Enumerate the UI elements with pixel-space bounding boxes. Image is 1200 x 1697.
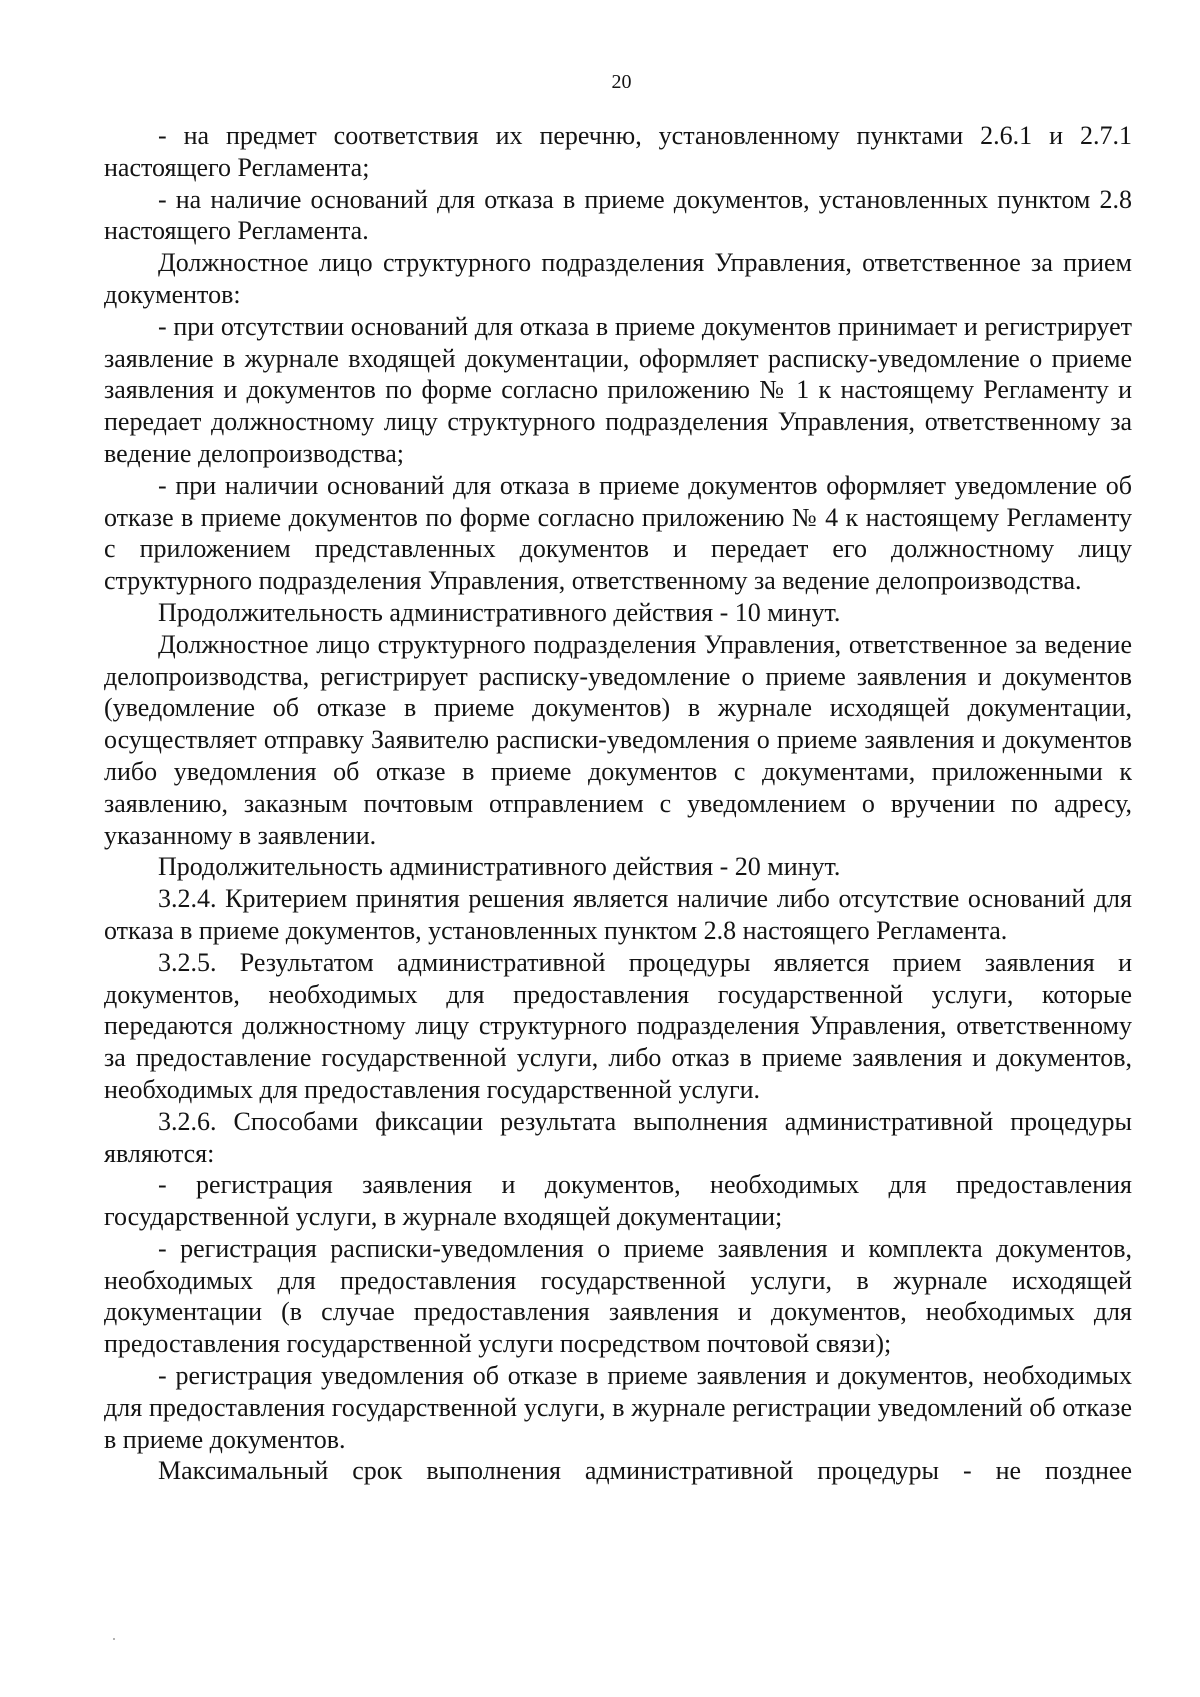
document-body [104,120,1132,1487]
paragraph-7: Должностное лицо структурного подразделения Управления, ответственное за ведение делопроизводства, регистрирует расписку-уведомление о приеме заявления и документов (уведомление об отказе в приеме документов) в журнале исходящей документации, осуществляет отправку Заявителю расписки-уведомления о приеме заявления и документов либо уведомления об отказе в приеме документов с документами, приложенными к заявлению, заказным почтовым отправлением с уведомлением о вручении по адресу, указанному в заявлении. [104,629,1132,850]
paragraph-15: Максимальный срок выполнения административной процедуры - не позднее [158,1456,1132,1486]
paragraph-14: - регистрация уведомления об отказе в приеме заявления и документов, необходимых для предоставления государственной услуги, в журнале регистрации уведомлений об отказе в приеме документов. [104,1361,1132,1454]
paragraph-3: Должностное лицо структурного подразделения Управления, ответственное за прием документов: [104,248,1132,309]
paragraph-12: - регистрация заявления и документов, необходимых для предоставления государственной услуги, в журнале входящей документации; [104,1170,1132,1232]
paragraph-6: Продолжительность административного действия - 10 минут. [158,597,841,627]
paragraph-1: - на предмет соответствия их перечню, установленному пунктами 2.6.1 и 2.7.1 настоящего Регламента; [104,121,1132,182]
paragraph-8: Продолжительность административного действия - 20 минут. [158,852,841,882]
page-number: 20 [611,71,632,93]
paragraph-11: 3.2.6. Способами фиксации результата выполнения административной процедуры являются: [104,1106,1132,1168]
scan-artifact-dot [113,1638,115,1640]
paragraph-5: - при наличии оснований для отказа в приеме документов оформляет уведомление об отказе в приеме документов по форме согласно приложению № 4 к настоящему Регламенту с приложением представленных документов и передает его должностному лицу структурного подразделения Управления, ответственному за ведение делопроизводства. [104,470,1132,596]
paragraph-10: 3.2.5. Результатом административной процедуры является прием заявления и документов, необходимых для предоставления государственной услуги, которые передаются должностному лицу структурного подразделения Управления, ответственному за предоставление государственной услуги, либо отказ в приеме заявления и документов, необходимых для предоставления государственной услуги. [104,947,1132,1104]
paragraph-13: - регистрация расписки-уведомления о приеме заявления и комплекта документов, необходимых для предоставления государственной услуги, в журнале исходящей документации (в случае предоставления заявления и документов, необходимых для предоставления государственной услуги посредством почтовой связи); [104,1233,1132,1359]
paragraph-9: 3.2.4. Критерием принятия решения является наличие либо отсутствие оснований для отказа в приеме документов, установленных пунктом 2.8 настоящего Регламента. [104,884,1132,945]
paragraph-2: - на наличие оснований для отказа в приеме документов, установленных пунктом 2.8 настоящего Регламента. [104,184,1132,246]
paragraph-4: - при отсутствии оснований для отказа в приеме документов принимает и регистрирует заявление в журнале входящей документации, оформляет расписку-уведомление о приеме заявления и документов по форме согласно приложению № 1 к настоящему Регламенту и передает должностному лицу структурного подразделения Управления, ответственному за ведение делопроизводства; [104,311,1132,468]
